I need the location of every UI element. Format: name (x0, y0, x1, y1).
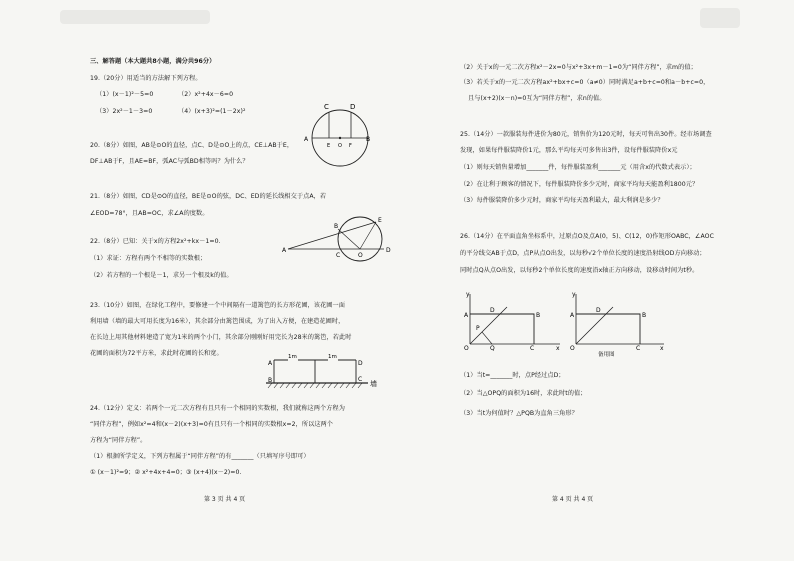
q26-line1: 26.（14分）在平面直角坐标系中，过原点O及点A(0，5)、C(12，0)作矩形OABC，∠AOC (460, 233, 714, 240)
door1-label: 1m (288, 354, 297, 360)
q19-title: 19.（20分）用适当的方法解下列方程。 (90, 75, 202, 82)
q25-line5: （3）每件服装降价多少元时，商家平均每天盈利最大，最大利润是多少？ (460, 197, 664, 204)
label-a: A (282, 247, 287, 254)
q24-line1: 24.（12分）定义：若两个一元二次方程有且只有一个相同的实数根，我们就称这两个方程为 (90, 405, 345, 412)
q26-line2: 的平分线交AB于点D，点P从点O出发，以每秒√2个单位长度的速度沿射线OD方向移动； (460, 250, 706, 257)
q24-cont-line3: 且与(x+2)(x－n)=0互为“同伴方程”，求n的值。 (468, 95, 606, 102)
q24-line3: 方程为“同伴方程”。 (90, 437, 147, 444)
label-o: O (464, 345, 469, 352)
page-footer: 第 3 页 共 4 页 (204, 496, 246, 503)
q26-line5: （2）当△OPQ的面积为16时，求此时t的值； (460, 390, 587, 397)
q22-line2: （1）求证：方程有两个不相等的实数根； (90, 255, 207, 262)
q26-line4: （1）当t=_______时，点P经过点D； (460, 372, 565, 379)
wall-label: 墙 (370, 380, 377, 388)
q22-line3: （2）若方程的一个根是－1，求另一个根及k的值。 (90, 272, 233, 279)
page-3 (60, 0, 395, 561)
label-e: E (378, 217, 382, 224)
q20-circle-figure (304, 98, 371, 180)
label-d: D (596, 307, 601, 314)
label-q: Q (490, 345, 495, 352)
label-x: x (660, 345, 664, 352)
label-a: A (570, 312, 575, 319)
q25-line3: （1）则每天销售量增加_______件，每件服装盈利_______元（用含x的代数式表示）； (460, 164, 696, 171)
q21-line1: 21.（8分）如图，CD是⊙O的直径，BE是⊙O的弦，DC、ED的延长线相交于点A，若 (90, 193, 327, 200)
label-c: C (636, 345, 641, 352)
label-f: F (349, 143, 352, 149)
label-p: P (476, 325, 480, 332)
q20-line2: DF⊥AB于F，且AE=BF，弧AC与弧BD相等吗？为什么？ (90, 158, 249, 165)
q19-part1: （1）(x－1)²－5=0 (96, 91, 154, 98)
label-c: C (324, 103, 329, 111)
label-b: B (334, 223, 339, 230)
label-a: A (268, 360, 273, 367)
q24-cont-line2: （3）若关于x的一元二次方程ax²+bx+c=0（a≠0）同时满足a+b+c=0和a－b+c=0， (460, 79, 710, 86)
page-4 (440, 0, 740, 561)
label-o: O (570, 345, 575, 352)
q23-garden-figure (260, 352, 378, 394)
q19-part3: （3）2x²－1－3=0 (96, 108, 153, 115)
label-d: D (490, 307, 495, 314)
label-y: y (466, 291, 470, 298)
q23-line1: 23.（10分）如图，在绿化工程中，要修建一个中间隔有一道篱笆的长方形花圃，该花圃一面 (90, 302, 345, 309)
q26-spare-figure (568, 290, 668, 360)
q24-cont-line1: （2）关于x的一元二次方程x²－2x=0与x²+3x+m－1=0为“同伴方程”，求m的值； (460, 64, 697, 71)
q26-line6: （3）当t为何值时？△PQB为直角三角形？ (460, 410, 578, 417)
q25-line2: 发现，如果每件服装降价1元，那么平均每天可多售出3件，设每件服装降价x元 (460, 147, 678, 154)
label-o: O (358, 252, 363, 259)
q21-line2: ∠EOD=78°，且AB=OC，求∠A的度数。 (90, 210, 209, 217)
label-b: B (536, 312, 541, 319)
q23-line4: 花圃的面积为72平方米，求此时花圃的长和宽。 (90, 350, 223, 357)
q26-line3: 同时点Q从点O出发，以每秒2个单位长度的速度沿x轴正方向移动，设移动时间为t秒。 (460, 267, 699, 274)
label-y: y (572, 291, 576, 298)
label-d: D (386, 247, 391, 254)
q22-line1: 22.（8分）已知：关于x的方程2x²+kx－1=0. (90, 238, 221, 245)
q23-line3: 在长边上用其他材料建造了宽为1米的两个小门，其余部分刚刚好用完长为28米的篱笆，若此时 (90, 334, 352, 341)
label-d: D (350, 103, 356, 111)
label-c: C (336, 252, 341, 259)
q21-circle-figure (282, 215, 395, 265)
label-o: O (338, 143, 342, 149)
door2-label: 1m (328, 354, 337, 360)
q25-line1: 25.（14分）一款服装每件进价为80元，销售价为120元时，每天可售出30件。经市场调查 (460, 131, 712, 138)
section-heading: 三、解答题（本大题共8小题，满分共96分） (90, 58, 216, 65)
label-a: A (304, 136, 309, 143)
label-b: B (642, 312, 647, 319)
page-footer: 第 4 页 共 4 页 (552, 496, 594, 503)
label-c: C (530, 345, 535, 352)
label-d: D (358, 360, 363, 367)
label-a: A (464, 312, 469, 319)
q24-line2: “同伴方程”，例如x²=4和(x－2)(x+3)=0有且只有一个相同的实数根x=2，所以这两个 (90, 421, 334, 428)
q20-line1: 20.（8分）如图，AB是⊙O的直径，点C、D是⊙O上的点，CE⊥AB于E， (90, 142, 294, 149)
q23-line2: 利用墙（墙的最大可用长度为16米），其余部分由篱笆围成，为了出入方便，在建造花圃时， (90, 318, 345, 325)
spare-figure-caption: 备用图 (598, 352, 615, 358)
label-b: B (268, 377, 273, 384)
q24-line5: ① (x－1)²=9；② x²+4x+4=0；③ (x+4)(x－2)=0. (90, 469, 242, 476)
q25-line4: （2）在让利于顾客的情况下，每件服装降价多少元时，商家平均每天能盈利1800元？ (460, 181, 699, 188)
label-e: E (327, 143, 331, 149)
q26-coordinate-figure (462, 290, 562, 350)
label-b: B (366, 136, 371, 143)
q19-part2: （2）x²+4x－6=0 (178, 91, 234, 98)
q24-line4: （1）根据所学定义，下列方程属于“同伴方程”的有_______（只填写序号即可） (90, 453, 310, 460)
label-c: C (358, 376, 363, 383)
q19-part4: （4）(x+3)²=(1－2x)² (178, 108, 246, 115)
label-x: x (556, 345, 560, 352)
